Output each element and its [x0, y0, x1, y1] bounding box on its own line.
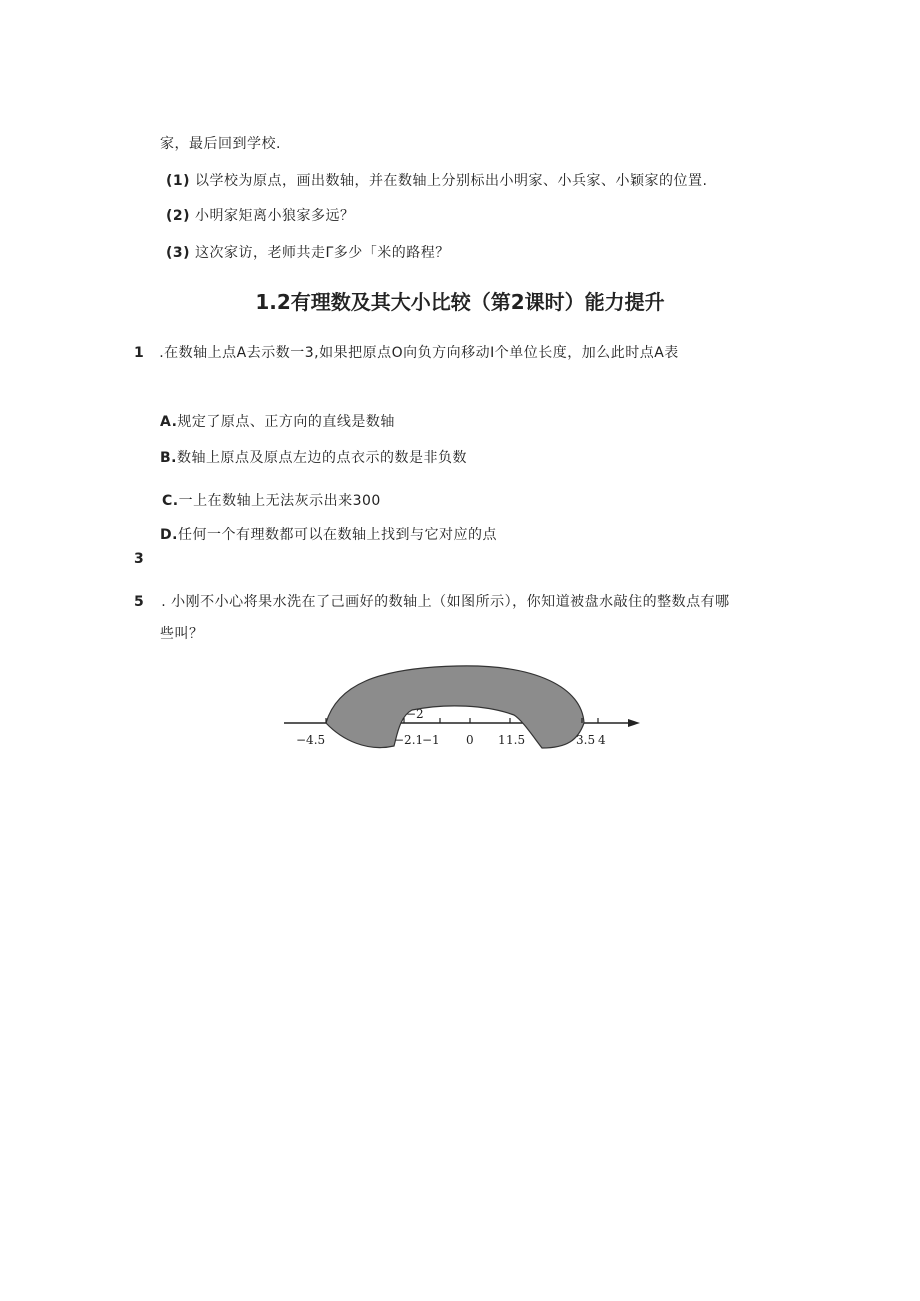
- option-d: [160, 524, 497, 544]
- subquestion-text: 小明家矩离小狼家多远？: [195, 208, 355, 224]
- question-text: . 小刚不小心将果水洗在了己画好的数轴上（如图所示），你知道被盘水敲住的整数点有哪: [161, 594, 730, 610]
- option-b: [160, 447, 467, 467]
- subquestion-number: (3): [166, 245, 191, 261]
- question-number: 5: [134, 594, 145, 610]
- section-title: 1.2有理数及其大小比较（第2课时）能力提升: [255, 290, 665, 314]
- intro-tail: 家，最后回到学校.: [160, 136, 281, 152]
- label-neg-2-1: −2.1: [394, 733, 424, 747]
- subquestion-2: [166, 205, 355, 225]
- question-1: [134, 342, 679, 362]
- option-label: A.: [160, 414, 178, 430]
- option-a: [160, 411, 395, 431]
- number-line-figure: [282, 660, 642, 760]
- option-text: 任何一个有理数都可以在数轴上找到与它对应的点: [177, 527, 497, 543]
- question-5-continued: 些叫？: [160, 626, 204, 642]
- option-text: 数轴上原点及原点左边的点衣示的数是非负数: [177, 450, 467, 466]
- label-4: 4: [598, 733, 606, 747]
- option-c: [162, 490, 381, 510]
- subquestion-1: [166, 170, 707, 190]
- subquestion-text: 以学校为原点，画出数轴，并在数轴上分别标出小明家、小兵家、小颖家的位置.: [195, 173, 708, 189]
- question-5: [134, 591, 730, 611]
- label-neg-1: −1: [422, 733, 440, 747]
- option-label: B.: [160, 450, 177, 466]
- label-1-5: 1.5: [506, 733, 526, 747]
- option-text: 规定了原点、正方向的直线是数轴: [177, 414, 395, 430]
- question-text: .在数轴上点A去示数一3,如果把原点O向负方向移动I个单位长度，加么此时点A表: [159, 345, 679, 361]
- label-1: 1: [498, 733, 506, 747]
- option-label: C.: [162, 493, 179, 509]
- subquestion-number: (2): [166, 208, 191, 224]
- subquestion-3: [166, 242, 450, 262]
- label-3-5: 3.5: [576, 733, 596, 747]
- label-0: 0: [466, 733, 474, 747]
- question-number: 1: [134, 345, 145, 361]
- stain-shape: [326, 666, 584, 748]
- subquestion-number: (1): [166, 173, 191, 189]
- axis-arrow: [628, 719, 640, 727]
- subquestion-text: 这次家访，老师共走Γ多少「米的路程？: [195, 245, 450, 261]
- question-3-number: 3: [134, 551, 145, 567]
- label-neg-4-5: −4.5: [296, 733, 326, 747]
- option-text: 一上在数轴上无法灰示出来300: [178, 493, 381, 509]
- label-neg-2: −2: [406, 707, 424, 721]
- option-label: D.: [160, 527, 178, 543]
